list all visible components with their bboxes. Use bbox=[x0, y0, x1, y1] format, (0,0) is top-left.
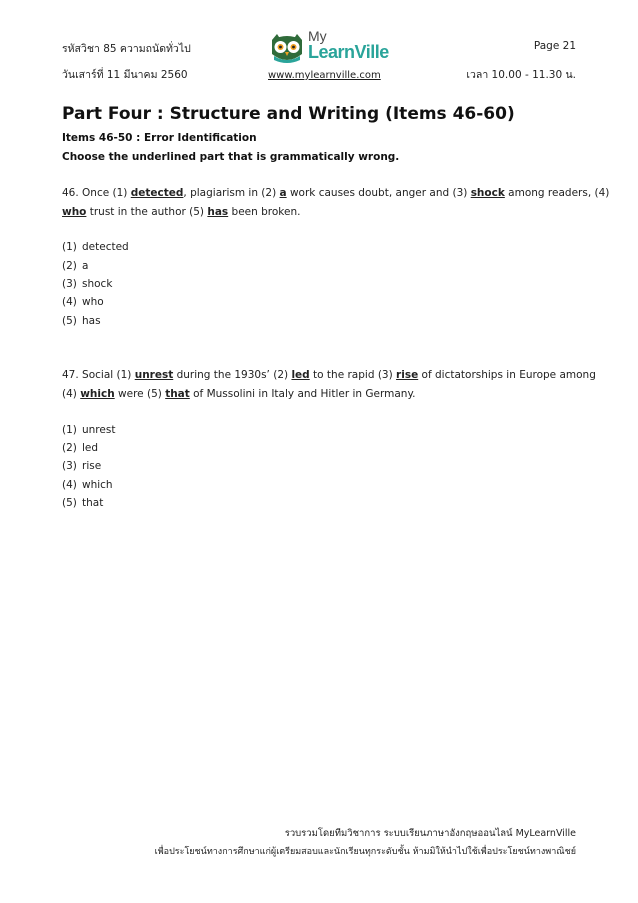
q47-underlined-2: led bbox=[291, 369, 310, 381]
q46-underlined-3: shock bbox=[470, 187, 505, 199]
q46-option-5[interactable]: (5) has bbox=[62, 315, 101, 327]
q47-underlined-5: that bbox=[165, 388, 190, 400]
q46-underlined-4: who bbox=[62, 206, 87, 218]
header-page-number: Page 21 bbox=[533, 40, 576, 52]
q46-option-3[interactable]: (3) shock bbox=[62, 278, 113, 290]
question-47-line-2: (4) which were (5) that of Mussolini in Italy and Hitler in Germany. bbox=[62, 388, 416, 400]
header-exam-time: เวลา 10.00 - 11.30 น. bbox=[466, 69, 576, 81]
logo-learnville-text: LearnVille bbox=[308, 42, 389, 62]
q47-option-4[interactable]: (4) which bbox=[62, 479, 113, 491]
instruction-text: Choose the underlined part that is grammatically wrong. bbox=[62, 151, 400, 163]
question-46-line-1: 46. Once (1) detected, plagiarism in (2) a work causes doubt, anger and (3) shock among readers, (4) bbox=[62, 187, 610, 199]
website-link[interactable]: www.mylearnville.com bbox=[268, 70, 381, 81]
q47-option-1[interactable]: (1) unrest bbox=[62, 424, 116, 436]
part-title: Part Four : Structure and Writing (Items 46-60) bbox=[62, 104, 515, 124]
question-47-line-1: 47. Social (1) unrest during the 1930s’ (2) led to the rapid (3) rise of dictatorships in Europe among bbox=[62, 369, 596, 381]
q47-option-5[interactable]: (5) that bbox=[62, 497, 104, 509]
header-subject-code: รหัสวิชา 85 ความถนัดทั่วไป bbox=[62, 43, 191, 55]
q46-underlined-2: a bbox=[279, 187, 287, 199]
owl-icon bbox=[268, 32, 306, 66]
logo-my-text: My bbox=[308, 28, 327, 44]
section-title: Items 46-50 : Error Identification bbox=[62, 132, 257, 144]
footer-line-2: เพื่อประโยชน์ทางการศึกษาแก่ผู้เตรียมสอบและนักเรียนทุกระดับชั้น ห้ามมิให้นำไปใช้เพื่อประโยชน์ทางพาณิชย์ bbox=[154, 847, 576, 857]
q47-underlined-3: rise bbox=[396, 369, 419, 381]
q47-underlined-4: which bbox=[80, 388, 115, 400]
q46-option-4[interactable]: (4) who bbox=[62, 296, 104, 308]
header-exam-date: วันเสาร์ที่ 11 มีนาคม 2560 bbox=[62, 69, 188, 81]
q47-option-2[interactable]: (2) led bbox=[62, 442, 99, 454]
q46-underlined-5: has bbox=[207, 206, 229, 218]
footer-line-1: รวบรวมโดยทีมวิชาการ ระบบเรียนภาษาอังกฤษออนไลน์ MyLearnVille bbox=[284, 828, 576, 839]
question-46-line-2: who trust in the author (5) has been broken. bbox=[62, 206, 301, 218]
q47-option-3[interactable]: (3) rise bbox=[62, 460, 102, 472]
q46-option-2[interactable]: (2) a bbox=[62, 260, 89, 272]
q46-underlined-1: detected bbox=[130, 187, 184, 199]
q46-option-1[interactable]: (1) detected bbox=[62, 241, 129, 253]
q47-underlined-1: unrest bbox=[134, 369, 174, 381]
